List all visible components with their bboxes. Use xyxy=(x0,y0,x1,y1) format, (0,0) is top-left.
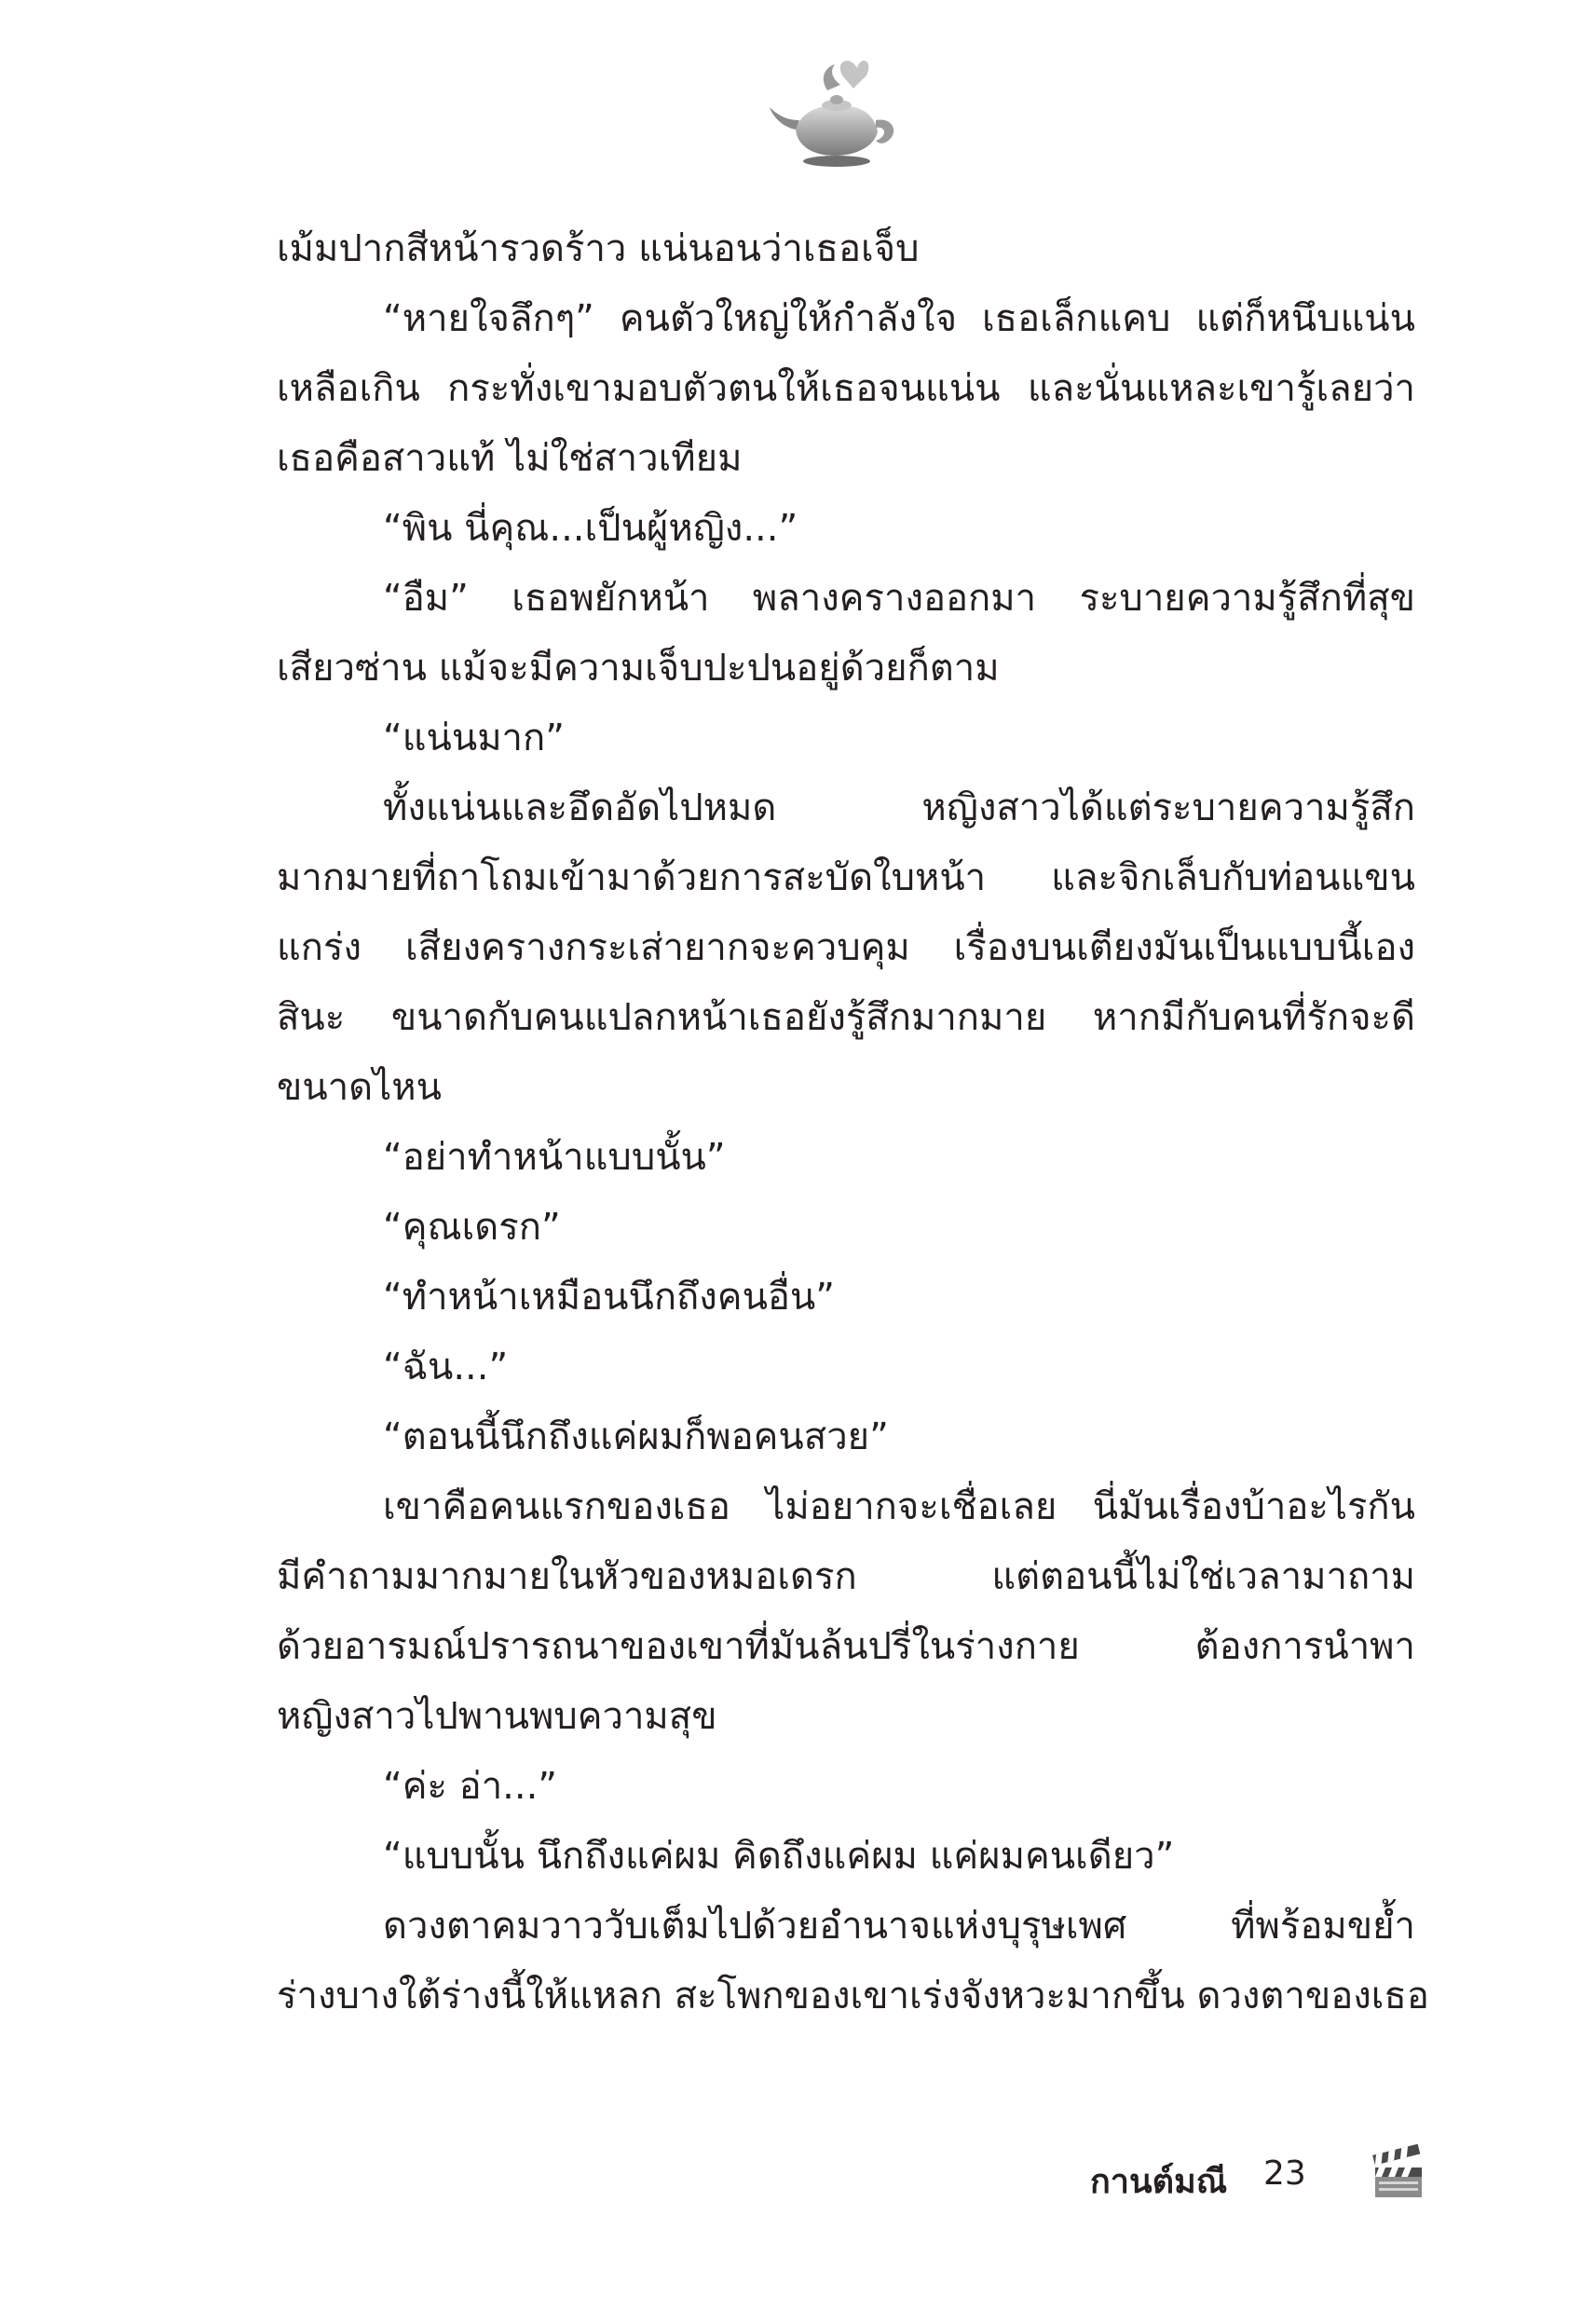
dialogue-line: “ค่ะ อ่า...” xyxy=(383,1765,558,1808)
paragraph-line: เธอคือสาวแท้ ไม่ใช่สาวเทียม xyxy=(277,437,743,480)
paragraph-line: ร่างบางใต้ร่างนี้ให้แหลก สะโพกของเขาเร่งจังหวะมากขึ้น ดวงตาของเธอ xyxy=(277,1975,1429,2017)
paragraph-line: “อืม” เธอพยักหน้า พลางครางออกมา ระบายความรู้สึกที่สุข xyxy=(383,577,1415,620)
dialogue-line: “พิน นี่คุณ...เป็นผู้หญิง...” xyxy=(383,507,798,550)
paragraph-line: ขนาดไหน xyxy=(277,1066,442,1109)
paragraph-line: หญิงสาวไปพานพบความสุข xyxy=(277,1695,717,1738)
paragraph-line: เม้มปากสีหน้ารวดร้าว แน่นอนว่าเธอเจ็บ xyxy=(277,227,920,270)
dialogue-line: “ฉัน...” xyxy=(383,1346,509,1388)
dialogue-line: “ทำหน้าเหมือนนึกถึงคนอื่น” xyxy=(383,1276,835,1319)
teapot-lamp-ornament-icon xyxy=(764,51,904,172)
paragraph-line: “หายใจลึกๆ” คนตัวใหญ่ให้กำลังใจ เธอเล็กแคบ แต่ก็หนึบแน่น xyxy=(383,297,1415,340)
page-number: 23 xyxy=(1263,2154,1306,2193)
dialogue-line: “แบบนั้น นึกถึงแค่ผม คิดถึงแค่ผม แค่ผมคนเดียว” xyxy=(383,1835,1175,1878)
paragraph-line: เหลือเกิน กระทั่งเขามอบตัวตนให้เธอจนแน่น และนั่นแหละเขารู้เลยว่า xyxy=(277,367,1415,410)
page-footer xyxy=(1090,2143,1481,2218)
paragraph-line: ทั้งแน่นและอึดอัดไปหมด หญิงสาวได้แต่ระบายความรู้สึก xyxy=(383,786,1415,829)
paragraph-line: ด้วยอารมณ์ปรารถนาของเขาที่มันล้นปรี่ในร่างกาย ต้องการนำพา xyxy=(277,1625,1415,1668)
dialogue-line: “อย่าทำหน้าแบบนั้น” xyxy=(383,1136,726,1179)
paragraph-line: เสียวซ่าน แม้จะมีความเจ็บปะปนอยู่ด้วยก็ตาม xyxy=(277,647,1000,690)
paragraph-line: เขาคือคนแรกของเธอ ไม่อยากจะเชื่อเลย นี่มันเรื่องบ้าอะไรกัน xyxy=(383,1485,1415,1528)
dialogue-line: “คุณเดรก” xyxy=(383,1206,561,1249)
paragraph-line: มากมายที่ถาโถมเข้ามาด้วยการสะบัดใบหน้า และจิกเล็บกับท่อนแขน xyxy=(277,856,1415,899)
paragraph-line: ดวงตาคมวาววับเต็มไปด้วยอำนาจแห่งบุรุษเพศ ที่พร้อมขย้ำ xyxy=(383,1905,1415,1948)
dialogue-line: “ตอนนี้นึกถึงแค่ผมก็พอคนสวย” xyxy=(383,1415,889,1458)
film-clapperboard-icon xyxy=(1370,2143,1427,2201)
paragraph-line: สินะ ขนาดกับคนแปลกหน้าเธอยังรู้สึกมากมาย หากมีกับคนที่รักจะดี xyxy=(277,996,1415,1039)
author-name: กานต์มณี xyxy=(1090,2163,1228,2201)
dialogue-line: “แน่นมาก” xyxy=(383,717,565,759)
paragraph-line: แกร่ง เสียงครางกระเส่ายากจะควบคุม เรื่องบนเตียงมันเป็นแบบนี้เอง xyxy=(277,926,1415,969)
paragraph-line: มีคำถามมากมายในหัวของหมอเดรก แต่ตอนนี้ไม่ใช่เวลามาถาม xyxy=(277,1555,1415,1598)
